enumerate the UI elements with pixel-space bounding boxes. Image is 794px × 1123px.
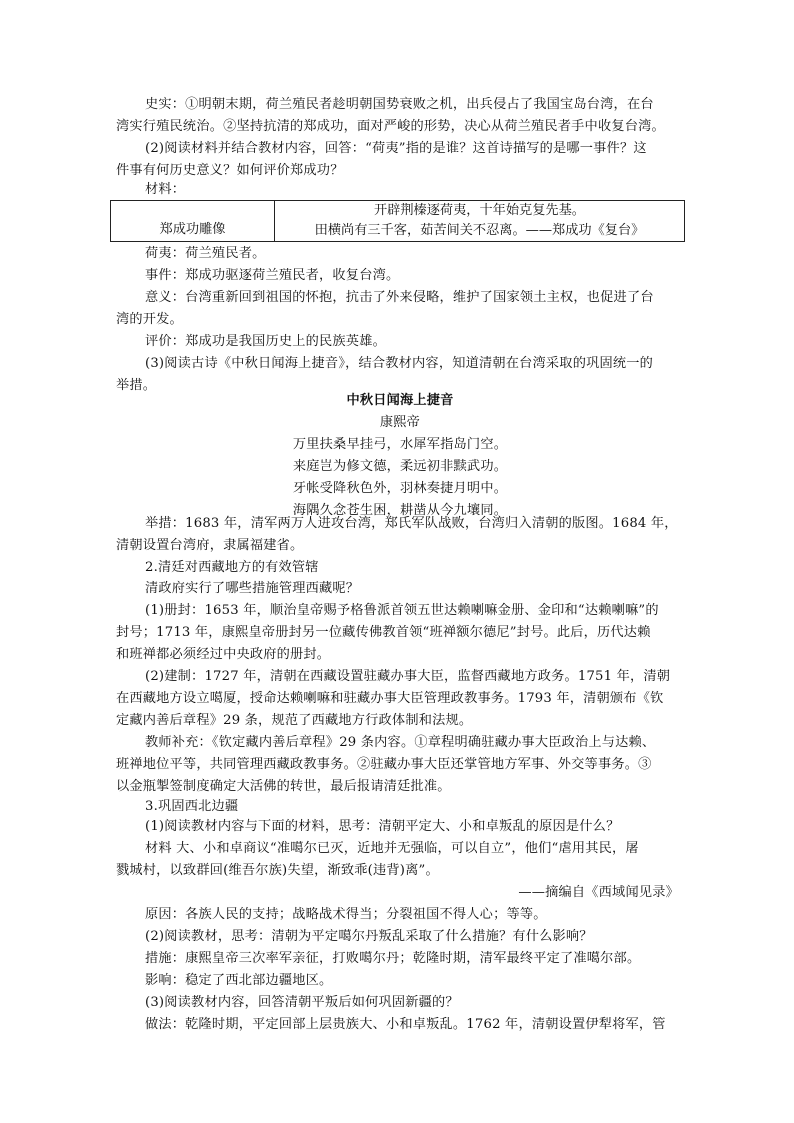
poem-title: 中秋日闻海上捷音 bbox=[346, 393, 454, 408]
statue-caption: 郑成功雕像 bbox=[159, 222, 226, 237]
table-cell-statue bbox=[111, 201, 275, 241]
text-line: 荷夷：荷兰殖民者。 bbox=[145, 246, 266, 261]
text-line: 封号；1713 年，康熙皇帝册封另一位藏传佛教首领“班禅额尔德尼”封号。此后，历代达赖 bbox=[116, 625, 651, 640]
text-line: 史实：①明朝末期，荷兰殖民者趁明朝国势衰败之机，出兵侵占了我国宝岛台湾，在台 bbox=[145, 97, 654, 112]
text-line: (2)建制：1727 年，清朝在西藏设置驻藏办事大臣，监督西藏地方政务。1751 年，清朝 bbox=[145, 669, 671, 684]
text-line: 事件：郑成功驱逐荷兰殖民者，收复台湾。 bbox=[145, 268, 400, 283]
table-cell-poem bbox=[275, 201, 684, 241]
text-line: 在西藏地方设立噶厦，授命达赖喇嘛和驻藏办事大臣管理政教事务。1793 年，清朝颁布《钦 bbox=[116, 691, 664, 706]
text-line: 做法：乾隆时期，平定回部上层贵族大、小和卓叛乱。1762 年，清朝设置伊犁将军，管 bbox=[145, 1017, 666, 1032]
section-heading: 3.巩固西北边疆 bbox=[145, 799, 239, 814]
text-line: 和班禅都必须经过中央政府的册封。 bbox=[116, 647, 331, 662]
text-line: 戮城村，以致群回(维吾尔族)失望，渐致乖(违背)离”。 bbox=[116, 863, 439, 878]
section-heading: 2.清廷对西藏地方的有效管辖 bbox=[145, 560, 319, 575]
source-citation: ——摘编自《西域闻见录》 bbox=[518, 885, 679, 900]
poem-line: 牙帐受降秋色外，羽林奏捷月明中。 bbox=[292, 481, 508, 496]
text-line: 教师补充：《钦定藏内善后章程》29 条内容。①章程明确驻藏办事大臣政治上与达赖、 bbox=[145, 735, 656, 750]
poem-line: 来庭岂为修文德，柔远初非黩武功。 bbox=[292, 459, 508, 474]
poem-author: 康熙帝 bbox=[379, 415, 421, 430]
text-line: (1)册封：1653 年，顺治皇帝赐予格鲁派首领五世达赖喇嘛金册、金印和“达赖喇嘛”的 bbox=[145, 603, 659, 618]
poem-line: 田横尚有三千客，茹苦间关不忍离。——郑成功《复台》 bbox=[314, 223, 645, 238]
text-line: 影响：稳定了西北部边疆地区。 bbox=[145, 973, 333, 988]
text-line: 材料 大、小和卓商议“准噶尔已灭，近地并无强临，可以自立”，他们“虐用其民，屠 bbox=[145, 841, 639, 856]
text-line: 措施：康熙皇帝三次率军亲征，打败噶尔丹；乾隆时期，清军最终平定了准噶尔部。 bbox=[145, 951, 641, 966]
text-line: 湾的开发。 bbox=[116, 312, 183, 327]
poem-line: 万里扶桑早挂弓，水犀军指岛门空。 bbox=[292, 437, 508, 452]
text-line: (3)阅读古诗《中秋日闻海上捷音》，结合教材内容，知道清朝在台湾采取的巩固统一的 bbox=[145, 356, 654, 371]
text-line: 班禅地位平等，共同管理西藏政教事务。②驻藏办事大臣还掌管地方军事、外交等事务。③ bbox=[116, 757, 652, 772]
text-line: 以金瓶掣签制度确定大活佛的转世，最后报请清廷批准。 bbox=[116, 779, 451, 794]
text-line: 意义：台湾重新回到祖国的怀抱，抗击了外来侵略，维护了国家领土主权，也促进了台 bbox=[145, 290, 654, 305]
text-line: (2)阅读教材，思考：清朝为平定噶尔丹叛乱采取了什么措施？有什么影响？ bbox=[145, 929, 593, 944]
text-line: 举措。 bbox=[116, 378, 157, 393]
text-line: 清朝设置台湾府，隶属福建省。 bbox=[116, 538, 304, 553]
text-line: 湾实行殖民统治。②坚持抗清的郑成功，面对严峻的形势，决心从荷兰殖民者手中收复台湾。 bbox=[116, 119, 665, 134]
material-label: 材料： bbox=[145, 182, 186, 197]
poem-line: 开辟荆榛逐荷夷，十年始克复先基。 bbox=[374, 203, 585, 218]
text-line: 评价：郑成功是我国历史上的民族英雄。 bbox=[145, 334, 386, 349]
material-table bbox=[110, 200, 685, 242]
text-line: (3)阅读教材内容，回答清朝平叛后如何巩固新疆的？ bbox=[145, 995, 459, 1010]
text-line: 清政府实行了哪些措施管理西藏呢？ bbox=[145, 581, 360, 596]
text-line: (1)阅读教材内容与下面的材料，思考：清朝平定大、小和卓叛乱的原因是什么？ bbox=[145, 819, 620, 834]
text-line: 举措：1683 年，清军两万人进攻台湾，郑氏军队战败，台湾归入清朝的版图。1684 年， bbox=[145, 516, 678, 531]
text-line: 定藏内善后章程》29 条，规范了西藏地方行政体制和法规。 bbox=[116, 713, 473, 728]
text-line: (2)阅读材料并结合教材内容，回答：“荷夷”指的是谁？这首诗描写的是哪一事件？这 bbox=[145, 141, 647, 156]
poem-line: 海隅久念苍生困，耕凿从今九壤同。 bbox=[292, 503, 508, 518]
text-line: 原因：各族人民的支持；战略战术得当；分裂祖国不得人心；等等。 bbox=[145, 907, 547, 922]
text-line: 件事有何历史意义？如何评价郑成功？ bbox=[116, 163, 344, 178]
